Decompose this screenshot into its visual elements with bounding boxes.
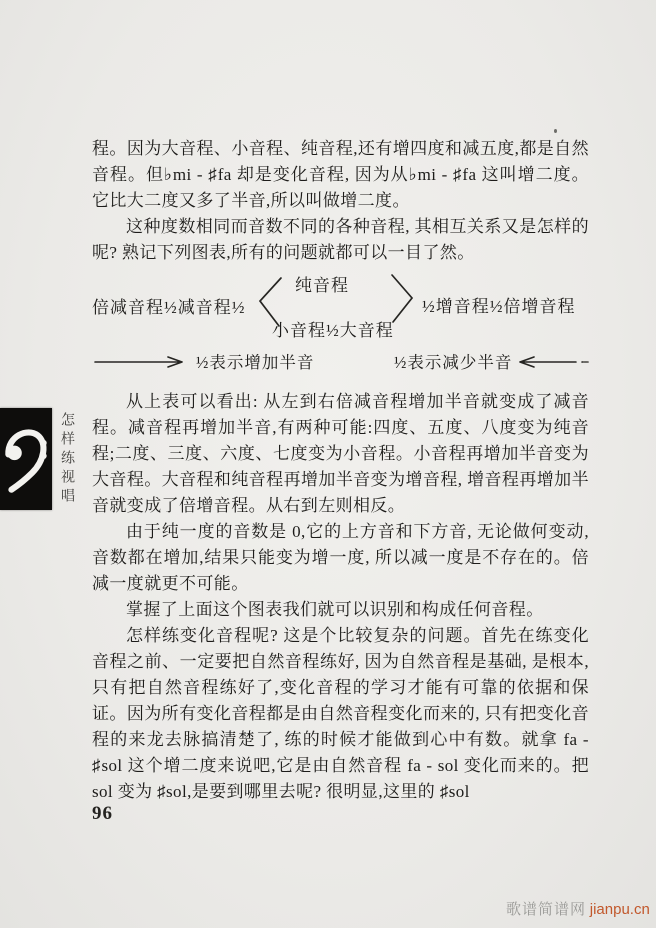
book-series-title-vertical: 怎样练视唱: [59, 412, 74, 507]
diagram-label-diminished-side: 倍减音程½减音程½: [92, 298, 246, 317]
watermark: [506, 898, 650, 919]
paragraph: 掌握了上面这个图表我们就可以识别和构成任何音程。: [126, 600, 544, 619]
diagram-label-pure-interval: 纯音程: [295, 276, 349, 295]
page-number: 96: [92, 803, 113, 824]
sidebar-tab: [0, 408, 52, 510]
diagram-label-augmented-side: ½增音程½倍增音程: [422, 297, 576, 316]
watermark-site-url: jianpu.cn: [589, 901, 650, 918]
text-block-upper: [92, 136, 589, 266]
interval-diagram: [92, 271, 589, 347]
diagram-legend: [92, 349, 589, 373]
scan-speck: [583, 361, 589, 363]
diagram-label-minor-major: 小音程½大音程: [272, 321, 394, 340]
scan-speck: [554, 129, 557, 133]
paragraph: 怎样练变化音程呢? 这是个比较复杂的问题。首先在练变化音程之前、一定要把自然音程练好, 因为自然音程是基础, 是根本,只有把自然音程练好了,变化音程的学习才能有可靠的依据和保证。因为所有变化音程都是由自然音程变化而来的, 只有把变化音程的来龙去脉搞清楚了, 练的时候才能做到心中有数。就拿 fa - ♯sol 这个增二度来说吧,它是由自然音程 fa - sol 变化而来的。把 sol 变为 ♯sol,是要到哪里去呢? 很明显,这里的 ♯sol: [92, 626, 589, 801]
paragraph: 从上表可以看出: 从左到右倍减音程增加半音就变成了减音程。减音程再增加半音,有两种可能:四度、五度、八度变为纯音程;二度、三度、六度、七度变为小音程。小音程再增加半音变为大音程。大音程和纯音程再增加半音变为增音程, 增音程再增加半音就变成了倍增音程。从右到左则相反。: [92, 392, 589, 515]
legend-increase-halfstep: ½表示增加半音: [196, 353, 315, 372]
open-angle-bracket-icon: [255, 275, 283, 329]
legend-decrease-halfstep: ½表示减少半音: [394, 353, 513, 372]
watermark-site-name: 歌谱简谱网: [506, 902, 587, 918]
text-block-lower: [92, 389, 589, 805]
paragraph: 程。因为大音程、小音程、纯音程,还有增四度和减五度,都是自然音程。但♭mi - ♯fa 却是变化音程, 因为从♭mi - ♯fa 这叫增二度。它比大二度又多了半音,所以叫做增二度。: [92, 139, 589, 210]
paragraph: 这种度数相同而音数不同的各种音程, 其相互关系又是怎样的呢? 熟记下列图表,所有的问题就都可以一目了然。: [92, 217, 589, 262]
right-arrow-icon: [94, 355, 190, 369]
close-angle-bracket-icon: [389, 273, 417, 325]
bass-clef-icon: [3, 418, 49, 500]
paragraph: 由于纯一度的音数是 0,它的上方音和下方音, 无论做何变动,音数都在增加,结果只能变为增一度, 所以减一度是不存在的。倍减一度就更不可能。: [92, 522, 589, 593]
left-arrow-icon: [518, 355, 590, 369]
